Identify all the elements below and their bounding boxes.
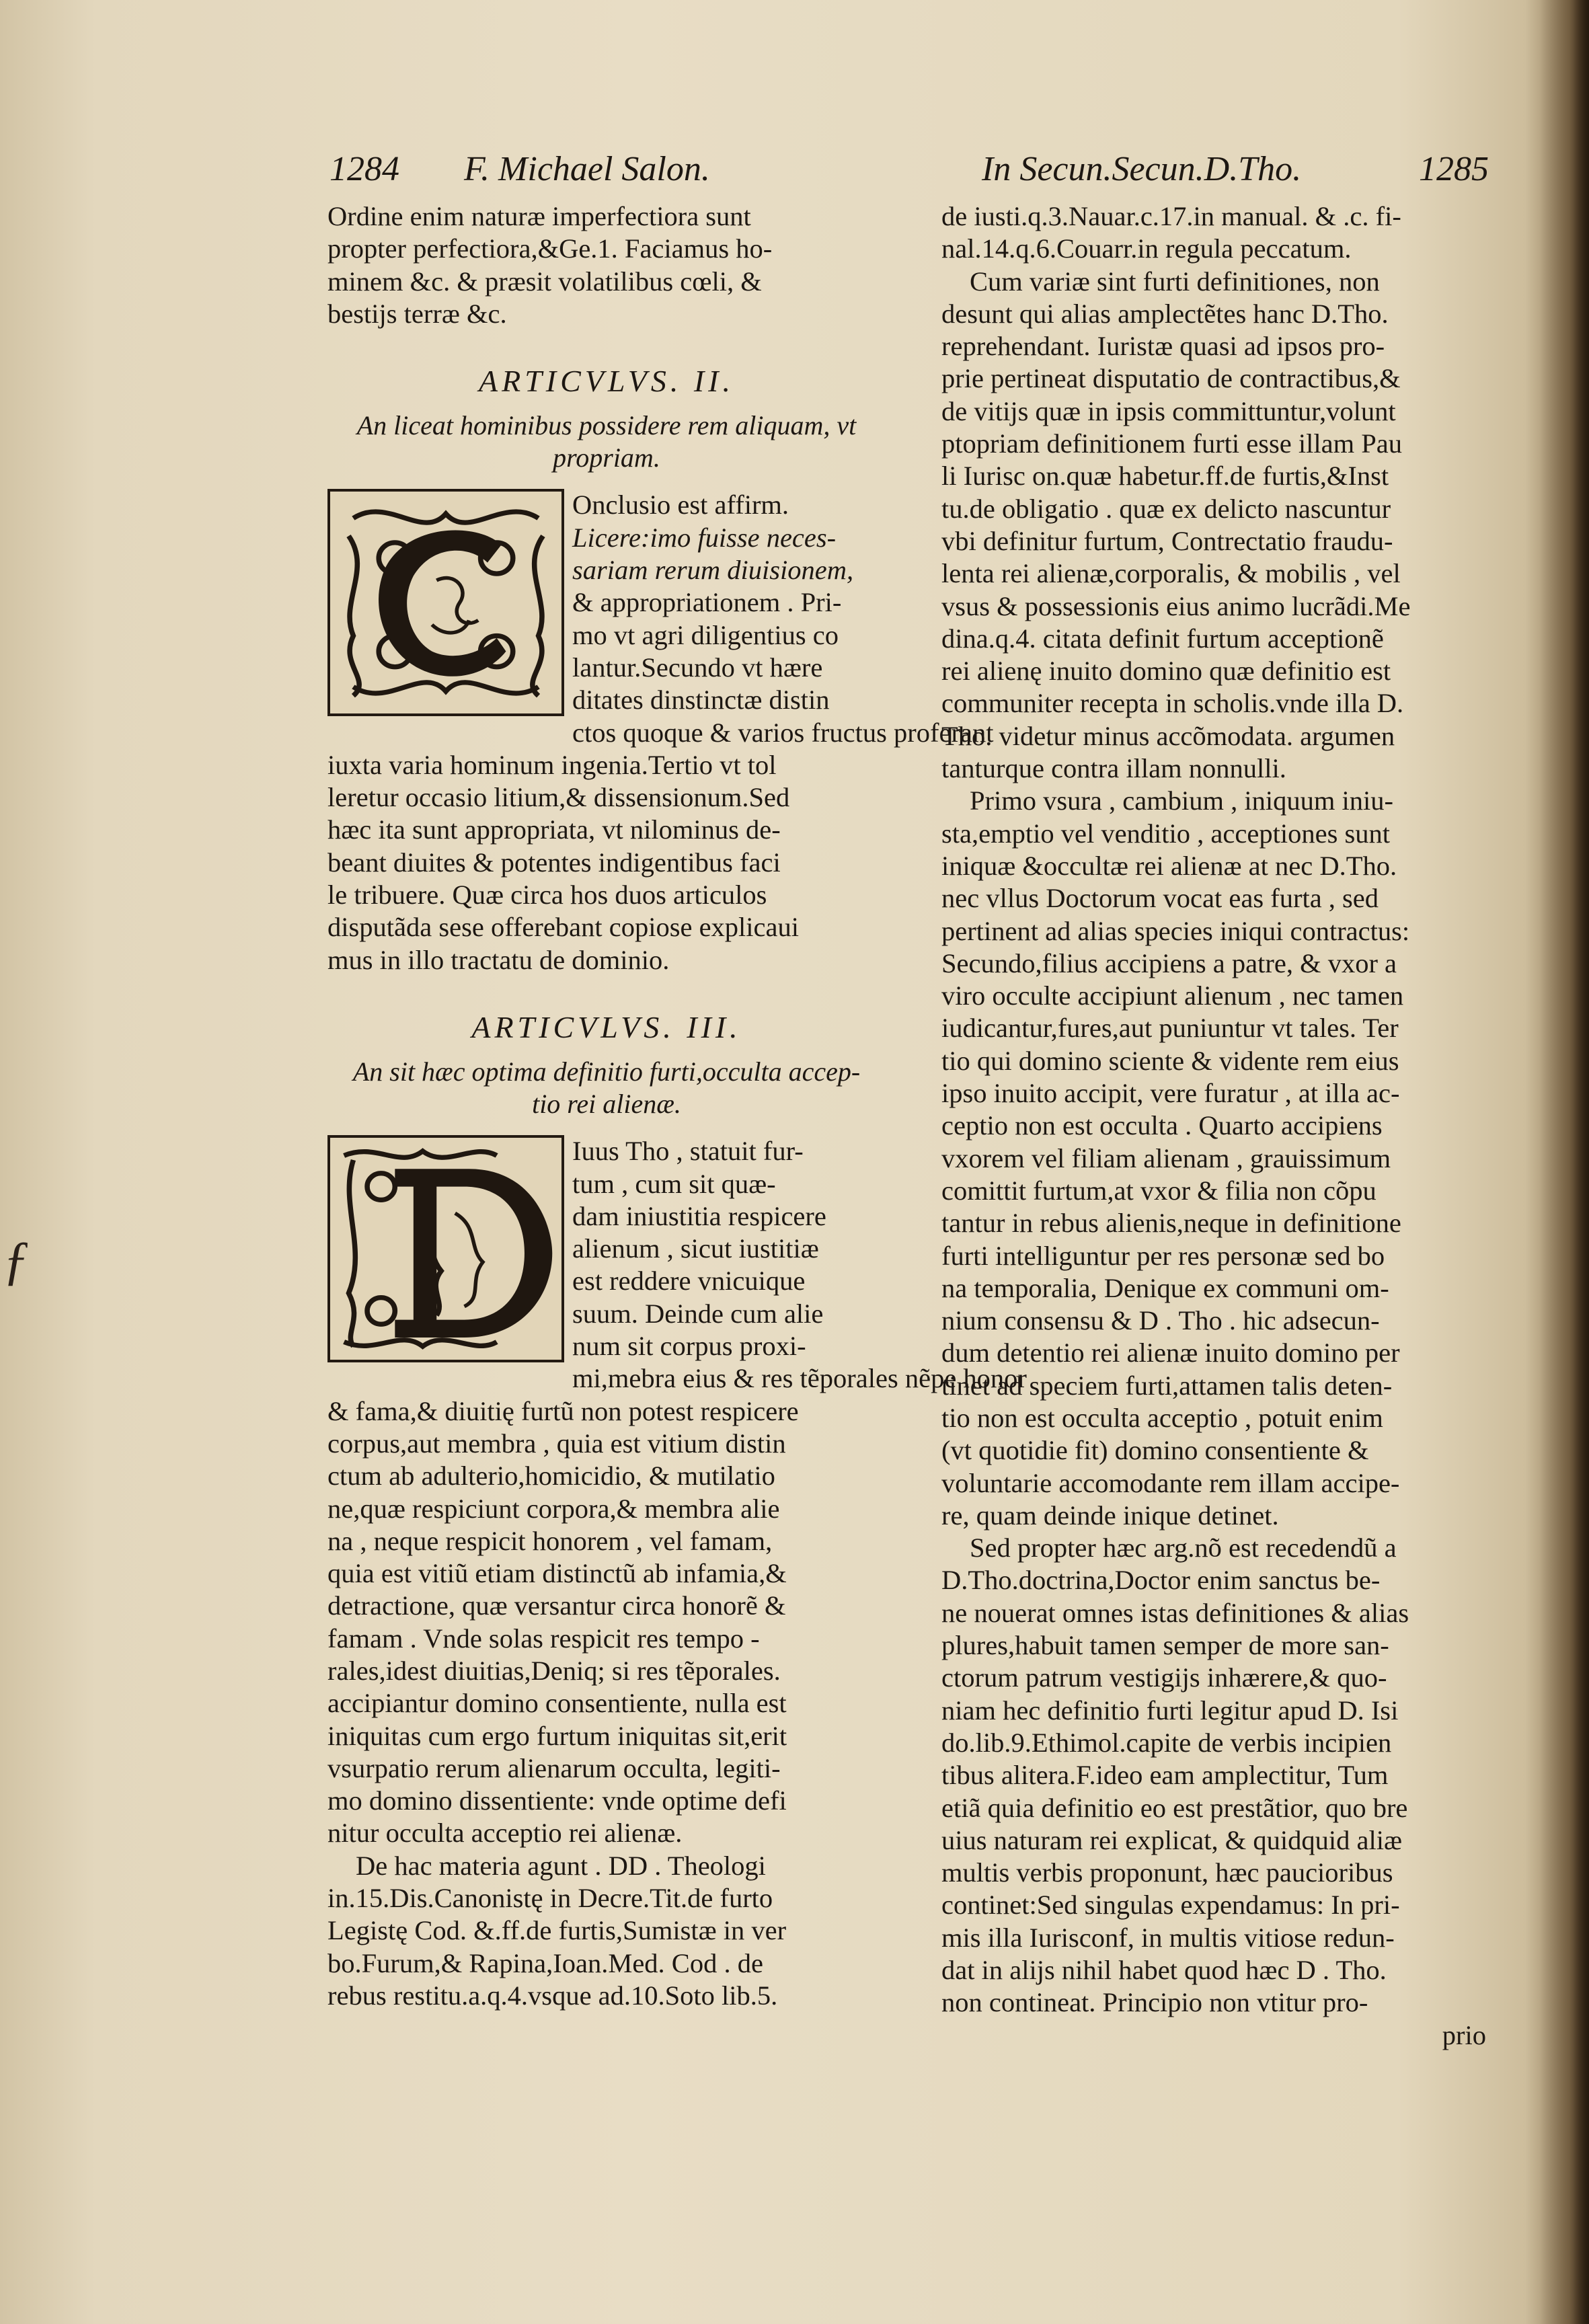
text-line: uius naturam rei explicat, & quidquid aliæ — [941, 1824, 1402, 1855]
text-line: Secundo,filius accipiens a patre, & vxor a — [941, 947, 1397, 978]
catchword: prio — [1442, 2019, 1486, 2050]
binding-gutter — [1540, 0, 1589, 2324]
text-line: lenta rei alienæ,corporalis, & mobilis , vel — [941, 558, 1401, 589]
left-column — [327, 200, 1027, 2012]
text-line: mo domino dissentiente: vnde optime defi — [327, 1785, 787, 1816]
text-line: iniquitas cum ergo furtum iniquitas sit,erit — [327, 1720, 787, 1751]
text-line: est reddere vnicuique — [572, 1266, 806, 1296]
article-3-body — [327, 1135, 1027, 2012]
question-line: propriam. — [553, 442, 660, 473]
text-line: Iuus Tho , statuit fur- — [572, 1136, 804, 1167]
text-line: rei alienę inuito domino quæ definitio est — [941, 656, 1391, 687]
paragraph — [941, 266, 1500, 785]
text-line: num sit corpus proxi- — [572, 1331, 806, 1362]
text-line: rebus restitu.a.q.4.vsque ad.10.Soto lib.5. — [327, 1980, 778, 2011]
text-line: mi,mebra eius & res tẽporales nẽpe honor — [572, 1363, 1027, 1394]
text-line: Primo vsura , cambium , iniquum iniu- — [970, 785, 1393, 816]
text-line: vbi definitur furtum, Contrectatio fraudu- — [941, 525, 1393, 556]
text-line: mis illa Iurisconf, in multis vitiose redun- — [941, 1922, 1395, 1953]
running-title-left: F. Michael Salon. — [464, 150, 710, 188]
text-line: bo.Furum,& Rapina,Ioan.Med. Cod . de — [327, 1947, 763, 1978]
text-line: iuxta varia hominum ingenia.Tertio vt tol — [327, 749, 777, 780]
text-line: le tribuere. Quæ circa hos duos articulos — [327, 880, 767, 911]
text-line: Tho. videtur minus accõmodata. argumen — [941, 720, 1395, 751]
text-line: plures,habuit tamen semper de more san- — [941, 1630, 1389, 1661]
article-3-question — [327, 1056, 886, 1120]
text-line: prie pertineat disputatio de contractibus,& — [941, 363, 1401, 394]
text-line: communiter recepta in scholis.vnde illa D. — [941, 688, 1404, 719]
text-line: vsurpatio rerum alienarum occulta, legiti- — [327, 1752, 781, 1783]
text-line: mo vt agri diligentius co — [572, 619, 839, 650]
text-line: disputãda sese offerebant copiose explicaui — [327, 912, 799, 943]
text-line: non contineat. Principio non vtitur pro- — [941, 1987, 1368, 2018]
text-line: tu.de obligatio . quæ ex delicto nascuntur — [941, 493, 1391, 524]
text-line: dum detentio rei alienæ inuito domino per — [941, 1338, 1400, 1368]
text-line: & fama,& diuitię furtũ non potest respicere — [327, 1395, 799, 1426]
article-2-body — [327, 489, 994, 976]
text-line: vxorem vel filiam alienam , grauissimum — [941, 1142, 1391, 1173]
paragraph — [941, 785, 1500, 1532]
text-line: viro occulte accipiunt alienum , nec tamen — [941, 980, 1404, 1011]
text-line: beant diuites & potentes indigentibus faci — [327, 847, 781, 878]
text-line: D.Tho.doctrina,Doctor enim sanctus be- — [941, 1565, 1381, 1596]
text-line: ne nouerat omnes istas definitiones & alias — [941, 1597, 1409, 1628]
text-line: do.lib.9.Ethimol.capite de verbis incipien — [941, 1727, 1392, 1758]
text-line: Onclusio est affirm. — [572, 490, 789, 520]
text-line: De hac materia agunt . DD . Theologi — [356, 1850, 766, 1881]
text-line: suum. Deinde cum alie — [572, 1298, 824, 1329]
article-2-question — [327, 410, 886, 474]
text-line: nal.14.q.6.Couarr.in regula peccatum. — [941, 233, 1352, 264]
text-line: na , neque respicit honorem , vel famam, — [327, 1525, 773, 1556]
text-line: Cum variæ sint furti definitiones, non — [970, 266, 1380, 297]
text-line: continet:Sed singulas expendamus: In pri- — [941, 1890, 1400, 1921]
text-line: nium consensu & D . Tho . hic adsecun- — [941, 1305, 1380, 1336]
text-line: propter perfectiora,&Ge.1. Faciamus ho- — [327, 233, 773, 264]
text-line: leretur occasio litium,& dissensionum.Sed — [327, 782, 790, 813]
text-line: tibus alitera.F.ideo eam amplectitur, Tum — [941, 1760, 1389, 1791]
text-line: niam hec definitio furti legitur apud D. Isi — [941, 1695, 1399, 1726]
running-title-right: In Secun.Secun.D.Tho. — [982, 150, 1302, 188]
text-line: Licere:imo fuisse neces- — [572, 522, 837, 553]
text-line: de vitijs quæ in ipsis committuntur,volunt — [941, 395, 1396, 426]
text-line: iniquæ &occultæ rei alienæ at nec D.Tho. — [941, 850, 1397, 881]
text-line: sariam rerum diuisionem, — [572, 555, 854, 586]
text-line: ptopriam definitionem furti esse illam Pau — [941, 428, 1402, 459]
text-line: tantur in rebus alienis,neque in definitione — [941, 1208, 1401, 1239]
text-line: quia est vitiũ etiam distinctũ ab infamia,& — [327, 1558, 787, 1589]
text-line: hæc ita sunt appropriata, vt nilominus de- — [327, 814, 781, 845]
text-line: detractione, quæ versantur circa honorẽ & — [327, 1590, 786, 1621]
page-number-left: 1284 — [330, 150, 399, 188]
text-line: ipso inuito accipit, vere furatur , at illa ac- — [941, 1078, 1400, 1109]
paragraph — [941, 1532, 1500, 2019]
decorated-initial-d — [327, 1135, 564, 1362]
text-line: dat in alijs nihil habet quod hæc D . Tho. — [941, 1955, 1387, 1986]
text-line: na temporalia, Denique ex communi om- — [941, 1272, 1389, 1303]
text-line: nec vllus Doctorum vocat eas furta , sed — [941, 883, 1379, 914]
text-line: etiã quia definitio eo est prestãtior, quo bre — [941, 1792, 1408, 1823]
text-line: accipiantur domino consentiente, nulla est — [327, 1688, 787, 1719]
text-line: tanturque contra illam nonnulli. — [941, 753, 1286, 784]
question-line: tio rei alienæ. — [532, 1089, 681, 1120]
text-line: sta,emptio vel venditio , acceptiones sunt — [941, 818, 1390, 849]
text-line: comittit furtum,at vxor & filia non cõpu — [941, 1175, 1377, 1206]
text-line: bestijs terræ &c. — [327, 298, 507, 329]
right-column — [941, 200, 1500, 2052]
text-line: ceptio non est occulta . Quarto accipiens — [941, 1110, 1383, 1141]
text-line: pertinent ad alias species iniqui contractus: — [941, 915, 1410, 946]
article-3-heading: ARTICVLVS. III. — [471, 1009, 742, 1044]
margin-note: ƒ — [3, 1231, 30, 1290]
paragraph — [941, 200, 1500, 266]
text-line: Sed propter hæc arg.nõ est recedendũ a — [970, 1533, 1397, 1563]
text-line: furti intelliguntur per res personæ sed bo — [941, 1240, 1385, 1271]
text-line: tum , cum sit quæ- — [572, 1168, 776, 1199]
text-line: famam . Vnde solas respicit res tempo - — [327, 1623, 760, 1654]
text-line: multis verbis proponunt, hæc paucioribus — [941, 1857, 1393, 1888]
question-line: An liceat hominibus possidere rem aliquam, vt — [356, 410, 857, 441]
text-line: ctos quoque & varios fructus proferant — [572, 717, 994, 748]
article-2-heading: ARTICVLVS. II. — [479, 364, 734, 399]
text-line: alienum , sicut iustitiæ — [572, 1233, 819, 1264]
text-line: voluntarie accomodante rem illam accipe- — [941, 1467, 1400, 1498]
text-line: desunt qui alias amplectẽtes hanc D.Tho. — [941, 298, 1389, 329]
text-line: ne,quæ respiciunt corpora,& membra alie — [327, 1493, 780, 1524]
text-line: tio qui domino sciente & vidente rem eius — [941, 1045, 1399, 1076]
text-line: tinet ad speciem furti,attamen talis deten- — [941, 1370, 1393, 1401]
text-line: rales,idest diuitias,Deniq; si res tẽporales. — [327, 1655, 781, 1686]
text-line: Legistę Cod. &.ff.de furtis,Sumistæ in ver — [327, 1915, 787, 1946]
text-line: dina.q.4. citata definit furtum acceptionẽ — [941, 623, 1384, 654]
text-line: dam iniustitia respicere — [572, 1200, 826, 1231]
text-line: corpus,aut membra , quia est vitium distin — [327, 1428, 786, 1459]
text-line: tio non est occulta acceptio , potuit enim — [941, 1402, 1383, 1433]
text-line: de iusti.q.3.Nauar.c.17.in manual. & .c. fi- — [941, 201, 1401, 231]
text-line: minem &c. & præsit volatilibus cœli, & — [327, 266, 762, 297]
text-line: ditates dinstinctæ distin — [572, 685, 830, 715]
text-line: nitur occulta acceptio rei alienæ. — [327, 1818, 683, 1849]
text-line: (vt quotidie fit) domino consentiente & — [941, 1435, 1369, 1466]
text-line: ctum ab adulterio,homicidio, & mutilatio — [327, 1461, 775, 1492]
text-line: mus in illo tractatu de dominio. — [327, 944, 670, 975]
text-line: re, quam deinde inique detinet. — [941, 1500, 1279, 1531]
text-line: in.15.Dis.Canonistę in Decre.Tit.de furto — [327, 1883, 773, 1914]
page-number-right: 1285 — [1419, 150, 1489, 188]
decorated-initial-c — [327, 489, 564, 716]
text-line: reprehendant. Iuristæ quasi ad ipsos pro- — [941, 331, 1385, 362]
text-line: iudicantur,fures,aut puniuntur vt tales. Ter — [941, 1013, 1399, 1044]
text-line: vsus & possessionis eius animo lucrãdi.Me — [941, 590, 1411, 621]
text-line: Ordine enim naturæ imperfectiora sunt — [327, 201, 751, 231]
text-line: ctorum patrum vestigijs inhærere,& quo- — [941, 1662, 1387, 1693]
text-line: & appropriationem . Pri- — [572, 587, 842, 618]
question-line: An sit hæc optima definitio furti,occulta accep- — [352, 1056, 861, 1087]
intro-paragraph — [327, 200, 886, 330]
text-line: lantur.Secundo vt hære — [572, 652, 823, 683]
text-line: li Iurisc on.quæ habetur.ff.de furtis,&Inst — [941, 461, 1389, 492]
